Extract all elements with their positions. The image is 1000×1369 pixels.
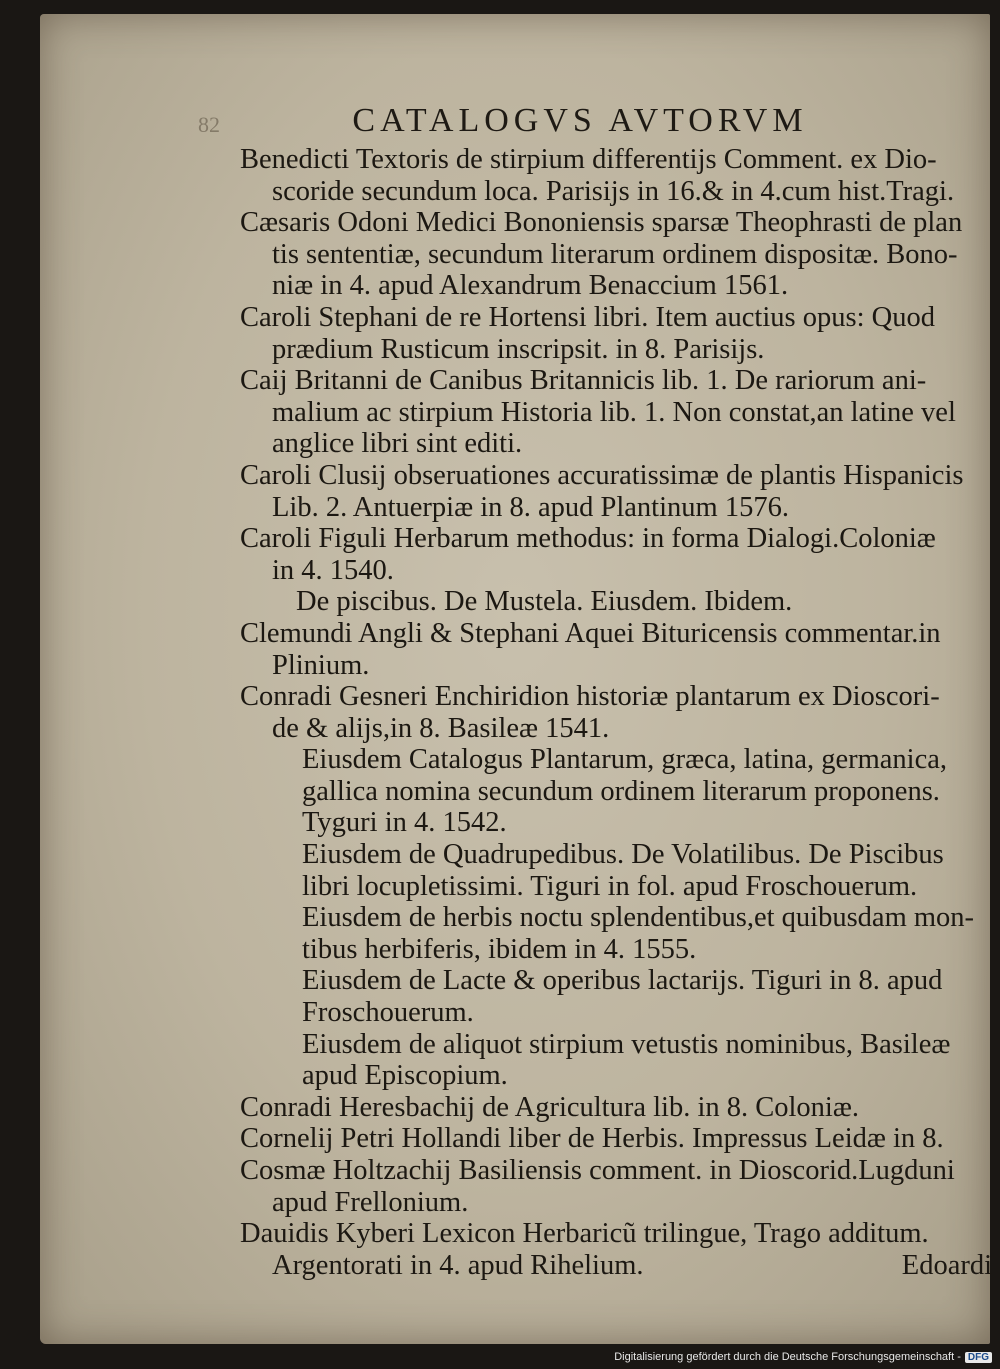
text-line: Plinium. — [272, 649, 370, 681]
text-line: Eiusdem de herbis noctu splendentibus,et quibusdam mon- — [302, 902, 975, 934]
credit-text: Digitalisierung gefördert durch die Deutsche Forschungsgemeinschaft - — [614, 1351, 961, 1363]
text-line: Dauidis Kyberi Lexicon Herbaricũ trilingue, Trago additum. — [240, 1218, 929, 1250]
text-line: malium ac stirpium Historia lib. 1. Non constat,an latine vel — [272, 396, 956, 428]
text-line: Caroli Figuli Herbarum methodus: in forma Dialogi.Coloniæ — [240, 523, 936, 555]
text-line: gallica nomina secundum ordinem literarum proponens. — [302, 775, 940, 807]
text-line: libri locupletissimi. Tiguri in fol. apud Froschouerum. — [302, 870, 918, 902]
text-line: Caij Britanni de Canibus Britannicis lib. 1. De rariorum ani- — [240, 365, 927, 397]
book-page — [40, 14, 990, 1344]
text-line: Benedicti Textoris de stirpium differentijs Comment. ex Dio- — [240, 144, 937, 175]
dfg-logo-icon: DFG — [965, 1352, 992, 1363]
text-line: prædium Rusticum inscripsit. in 8. Parisijs. — [272, 333, 765, 365]
text-line: Caroli Clusij obseruationes accuratissimæ de plantis Hispanicis — [240, 459, 964, 491]
text-line: Caroli Stephani de re Hortensi libri. Item auctius opus: Quod — [240, 301, 935, 333]
text-line: Cornelij Petri Hollandi liber de Herbis. Impressus Leidæ in 8. — [240, 1123, 944, 1155]
page-number: 82 — [198, 112, 220, 137]
text-line: scoride secundum loca. Parisijs in 16.& in 4.cum hist.Tragi. — [272, 175, 955, 207]
text-line: tis sententiæ, secundum literarum ordinem dispositæ. Bono- — [272, 238, 958, 270]
text-line: Eiusdem Catalogus Plantarum, græca, latina, germanica, — [302, 744, 948, 776]
catchword: Edoardi — [901, 1249, 992, 1281]
text-line: Lib. 2. Antuerpiæ in 8. apud Plantinum 1576. — [272, 491, 789, 523]
text-line: in 4. 1540. — [272, 554, 394, 586]
text-block — [240, 144, 992, 1281]
last-line-text: Argentorati in 4. apud Rihelium. — [272, 1249, 644, 1281]
running-head: CATALOGVS AVTORVM — [352, 102, 808, 139]
text-line: De piscibus. De Mustela. Eiusdem. Ibidem. — [296, 586, 793, 618]
text-line: Cæsaris Odoni Medici Bononiensis sparsæ Theophrasti de plan — [240, 207, 963, 239]
text-line: apud Frellonium. — [272, 1186, 469, 1218]
text-line: apud Episcopium. — [302, 1060, 508, 1092]
text-line: Eiusdem de aliquot stirpium vetustis nominibus, Basileæ — [302, 1028, 951, 1060]
text-line: Clemundi Angli & Stephani Aquei Bituricensis commentar.in — [240, 617, 941, 649]
text-line: anglice libri sint editi. — [272, 428, 523, 460]
text-line: de & alijs,in 8. Basileæ 1541. — [272, 712, 610, 744]
text-line: Tyguri in 4. 1542. — [302, 807, 507, 839]
text-line: Eiusdem de Quadrupedibus. De Volatilibus. De Piscibus — [302, 839, 944, 871]
text-line: Cosmæ Holtzachij Basiliensis comment. in Dioscorid.Lugduni — [240, 1155, 955, 1186]
text-line: tibus herbiferis, ibidem in 4. 1555. — [302, 933, 697, 965]
last-line — [240, 1250, 992, 1282]
text-line: niæ in 4. apud Alexandrum Benaccium 1561. — [272, 270, 789, 302]
text-line: Froschouerum. — [302, 997, 474, 1029]
digitization-credit — [614, 1349, 992, 1365]
text-line: Eiusdem de Lacte & operibus lactarijs. Tiguri in 8. apud — [302, 965, 943, 997]
text-line: Conradi Gesneri Enchiridion historiæ plantarum ex Dioscori- — [240, 681, 940, 713]
text-line: Conradi Heresbachij de Agricultura lib. in 8. Coloniæ. — [240, 1091, 859, 1123]
